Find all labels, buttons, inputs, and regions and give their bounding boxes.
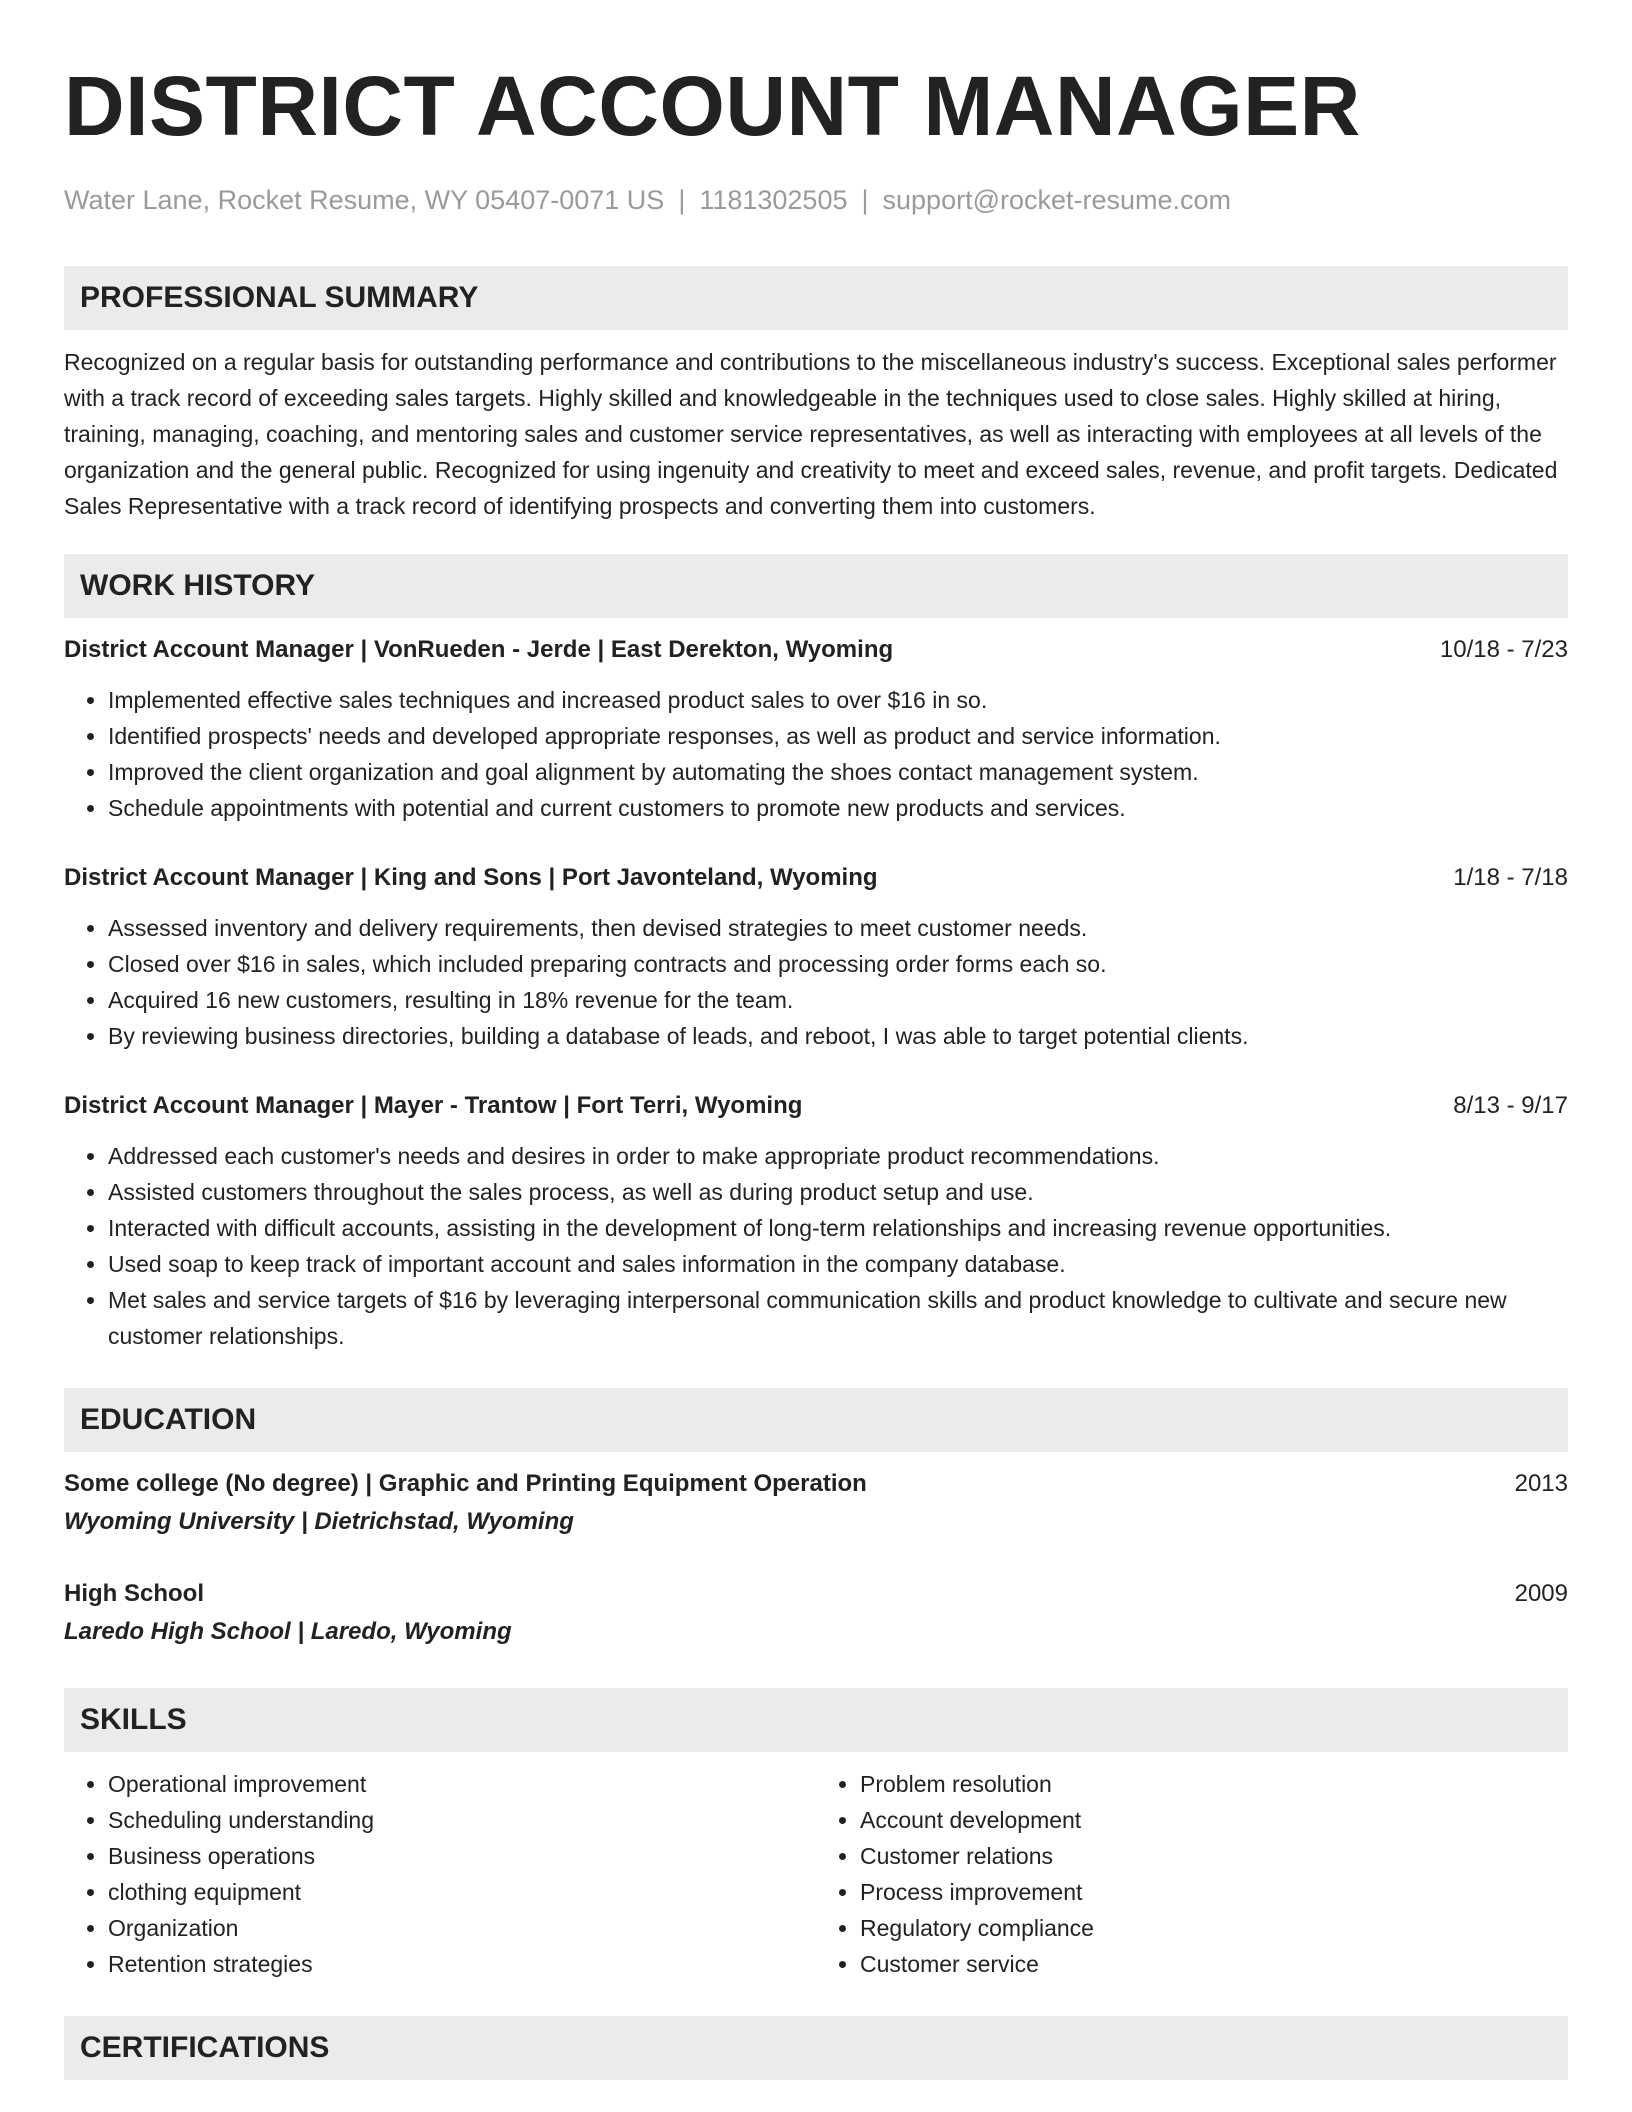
- job-title: District Account Manager | VonRueden - Jerde | East Derekton, Wyoming: [64, 636, 894, 663]
- job-bullet: • Acquired 16 new customers, resulting in 18% revenue for the team.: [108, 982, 1568, 1018]
- job-bullets: [64, 682, 1568, 826]
- contact-email[interactable]: support@rocket-resume.com: [882, 185, 1232, 215]
- job-entry: [64, 860, 1568, 1054]
- skills-column-left: [64, 1766, 816, 1982]
- skill-item: • Account development: [860, 1802, 1568, 1838]
- skill-item: • Problem resolution: [860, 1766, 1568, 1802]
- education-header: [64, 1466, 1568, 1502]
- job-title: District Account Manager | King and Sons | Port Javonteland, Wyoming: [64, 864, 878, 891]
- skill-item: • Customer service: [860, 1946, 1568, 1982]
- contact-address: Water Lane, Rocket Resume, WY 05407-0071 US: [64, 185, 665, 215]
- skills-column-right: [816, 1766, 1568, 1982]
- contact-phone: 1181302505: [699, 185, 848, 215]
- skill-item: • clothing equipment: [108, 1874, 816, 1910]
- job-bullet: • Assessed inventory and delivery requirements, then devised strategies to meet customer needs.: [108, 910, 1568, 946]
- education-school: Laredo High School | Laredo, Wyoming: [64, 1618, 512, 1645]
- skill-item: • Business operations: [108, 1838, 816, 1874]
- job-title: District Account Manager | Mayer - Trantow | Fort Terri, Wyoming: [64, 1092, 803, 1119]
- job-bullet: • Closed over $16 in sales, which included preparing contracts and processing order forms each so.: [108, 946, 1568, 982]
- contact-separator: |: [861, 185, 869, 215]
- job-header: [64, 1088, 1568, 1124]
- job-entry: [64, 632, 1568, 826]
- resume-title: DISTRICT ACCOUNT MANAGER: [64, 59, 1361, 153]
- section-header-certifications: CERTIFICATIONS: [64, 2016, 1568, 2080]
- skill-item: • Operational improvement: [108, 1766, 816, 1802]
- job-header: [64, 632, 1568, 668]
- job-bullets: [64, 1138, 1568, 1354]
- summary-text: Recognized on a regular basis for outstanding performance and contributions to the miscellaneous industry's success. Exceptional sales performer with a track record of exceeding sales targets. Highly skilled and knowledgeable in the techniques used to close sales. Highly skilled at hiring, training, managing, coaching, and mentoring sales and customer service representatives, as well as interacting with employees at all levels of the organization and the general public. Recognized for using ingenuity and creativity to meet and exceed sales, revenue, and profit targets. Dedicated Sales Representative with a track record of identifying prospects and converting them into customers.: [64, 349, 1558, 519]
- section-header-skills: SKILLS: [64, 1688, 1568, 1752]
- job-dates: 10/18 - 7/23: [1439, 636, 1568, 663]
- skills-list: [64, 1766, 1568, 1982]
- job-header: [64, 860, 1568, 896]
- contact-line: [64, 178, 1568, 222]
- job-bullet: • Improved the client organization and goal alignment by automating the shoes contact management system.: [108, 754, 1568, 790]
- skill-item: • Retention strategies: [108, 1946, 816, 1982]
- job-bullets: [64, 910, 1568, 1054]
- job-bullet: • By reviewing business directories, building a database of leads, and reboot, I was able to target potential clients.: [108, 1018, 1568, 1054]
- skill-item: • Organization: [108, 1910, 816, 1946]
- contact-separator: |: [678, 185, 686, 215]
- education-school: Wyoming University | Dietrichstad, Wyoming: [64, 1508, 574, 1535]
- job-bullet: • Met sales and service targets of $16 by leveraging interpersonal communication skills and product knowledge to cultivate and secure new customer relationships.: [108, 1282, 1568, 1354]
- job-bullet: • Used soap to keep track of important account and sales information in the company database.: [108, 1246, 1568, 1282]
- section-header-work-history: WORK HISTORY: [64, 554, 1568, 618]
- job-dates: 8/13 - 9/17: [1453, 1092, 1568, 1119]
- education-year: 2013: [1514, 1470, 1568, 1497]
- section-header-summary: PROFESSIONAL SUMMARY: [64, 266, 1568, 330]
- education-degree: High School: [64, 1580, 204, 1607]
- job-bullet: • Addressed each customer's needs and desires in order to make appropriate product recommendations.: [108, 1138, 1568, 1174]
- job-bullet: • Identified prospects' needs and developed appropriate responses, as well as product and service information.: [108, 718, 1568, 754]
- education-entry: [64, 1576, 1568, 1652]
- job-bullet: • Assisted customers throughout the sales process, as well as during product setup and use.: [108, 1174, 1568, 1210]
- education-degree: Some college (No degree) | Graphic and Printing Equipment Operation: [64, 1470, 867, 1497]
- job-bullet: • Interacted with difficult accounts, assisting in the development of long-term relationships and increasing revenue opportunities.: [108, 1210, 1568, 1246]
- skill-item: • Customer relations: [860, 1838, 1568, 1874]
- education-year: 2009: [1514, 1580, 1568, 1607]
- education-header: [64, 1576, 1568, 1612]
- section-header-education: EDUCATION: [64, 1388, 1568, 1452]
- job-bullet: • Implemented effective sales techniques and increased product sales to over $16 in so.: [108, 682, 1568, 718]
- job-bullet: • Schedule appointments with potential and current customers to promote new products and services.: [108, 790, 1568, 826]
- education-entry: [64, 1466, 1568, 1542]
- job-entry: [64, 1088, 1568, 1354]
- skill-item: • Process improvement: [860, 1874, 1568, 1910]
- job-dates: 1/18 - 7/18: [1453, 864, 1568, 891]
- skill-item: • Regulatory compliance: [860, 1910, 1568, 1946]
- skill-item: • Scheduling understanding: [108, 1802, 816, 1838]
